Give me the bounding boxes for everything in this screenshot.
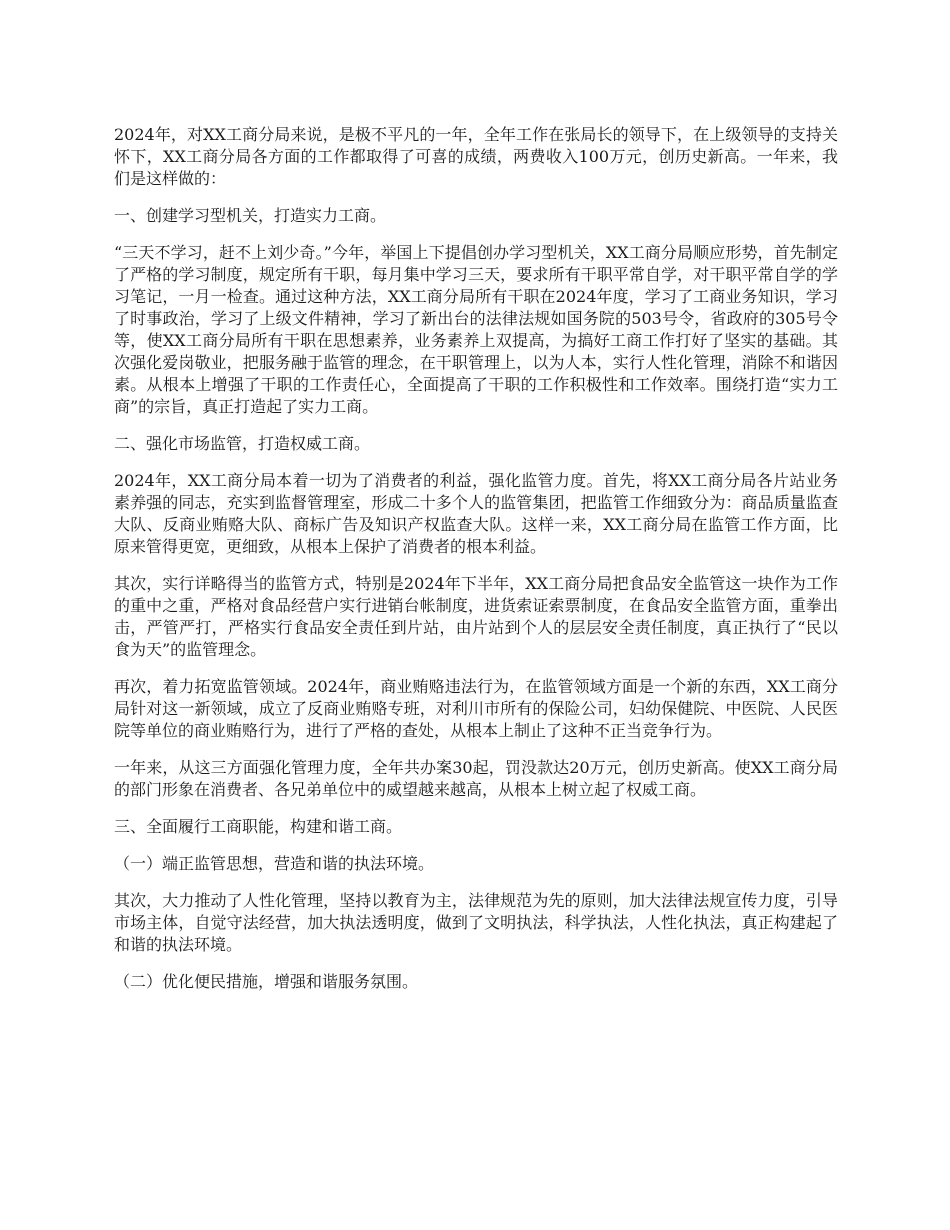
section-heading-3: 三、全面履行工商职能，构建和谐工商。	[114, 817, 403, 836]
body-paragraph: “三天不学习，赶不上刘少奇。”今年，举国上下提倡创办学习型机关，XX工商分局顺应形势，首先制定了严格的学习制度，规定所有干职，每月集中学习三天，要求所有干职平常自学，对干职平常自学的学习笔记，一月一检查。通过这种方法，XX工商分局所有干职在2024年度，学习了工商业务知识，学习了时事政治，学习了上级文件精神，学习了新出台的法律法规如国务院的503号令，省政府的305号令等，使XX工商分局所有干职在思想素养，业务素养上双提高，为搞好工商工作打好了坚实的基础。其次强化爱岗敬业，把服务融于监管的理念，在干职管理上，以为人本，实行人性化管理，消除不和谐因素。从根本上增强了干职的工作责任心，全面提高了干职的工作积极性和工作效率。围绕打造“实力工商”的宗旨，真正打造起了实力工商。	[114, 243, 838, 416]
body-paragraph: 其次，大力推动了人性化管理，坚持以教育为主，法律规范为先的原则，加大法律法规宣传力度，引导市场主体，自觉守法经营，加大执法透明度，做到了文明执法，科学执法，人性化执法，真正构建起了和谐的执法环境。	[114, 891, 838, 954]
body-paragraph: 再次，着力拓宽监管领域。2024年，商业贿赂违法行为，在监管领域方面是一个新的东西，XX工商分局针对这一新领域，成立了反商业贿赂专班，对利川市所有的保险公司，妇幼保健院、中医院、人民医院等单位的商业贿赂行为，进行了严格的查处，从根本上制止了这种不正当竞争行为。	[114, 677, 838, 740]
section-heading-1: 一、创建学习型机关，打造实力工商。	[114, 206, 387, 225]
subsection-heading-1: （一）端正监管思想，营造和谐的执法环境。	[114, 854, 435, 873]
body-paragraph: 2024年，XX工商分局本着一切为了消费者的利益，强化监管力度。首先，将XX工商分局各片站业务素养强的同志，充实到监督管理室，形成二十多个人的监管集团，把监管工作细致分为：商品质量监查大队、反商业贿赂大队、商标广告及知识产权监查大队。这样一来，XX工商分局在监管工作方面，比原来管得更宽，更细致，从根本上保护了消费者的根本利益。	[114, 471, 838, 556]
intro-paragraph: 2024年，对XX工商分局来说，是极不平凡的一年，全年工作在张局长的领导下，在上级领导的支持关怀下，XX工商分局各方面的工作都取得了可喜的成绩，两费收入100万元，创历史新高。一年来，我们是这样做的：	[114, 125, 838, 188]
document-body	[114, 124, 838, 1008]
subsection-heading-2: （二）优化便民措施，增强和谐服务氛围。	[114, 972, 419, 991]
section-heading-2: 二、强化市场监管，打造权威工商。	[114, 434, 371, 453]
body-paragraph: 一年来，从这三方面强化管理力度，全年共办案30起，罚没款达20万元，创历史新高。使XX工商分局的部门形象在消费者、各兄弟单位中的威望越来越高，从根本上树立起了权威工商。	[114, 758, 838, 799]
body-paragraph: 其次，实行详略得当的监管方式，特别是2024年下半年，XX工商分局把食品安全监管这一块作为工作的重中之重，严格对食品经营户实行进销台帐制度，进货索证索票制度，在食品安全监管方面，重拳出击，严管严打，严格实行食品安全责任到片站，由片站到个人的层层安全责任制度，真正执行了“民以食为天”的监管理念。	[114, 574, 838, 659]
